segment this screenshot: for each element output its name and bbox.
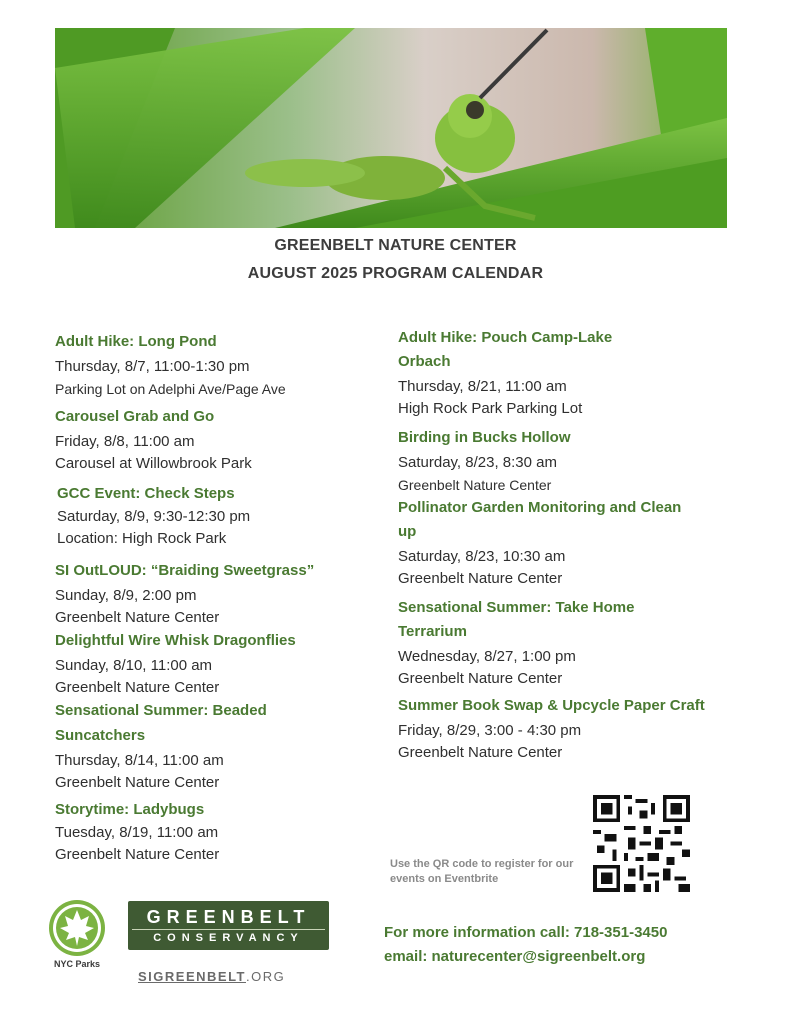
- event-name: Pollinator Garden Monitoring and Clean up: [398, 499, 682, 540]
- event-right-2: [398, 426, 728, 496]
- contact-email[interactable]: email: naturecenter@sigreenbelt.org: [384, 948, 646, 965]
- event-datetime: Saturday, 8/23, 8:30 am: [398, 454, 557, 471]
- greenbelt-conservancy-logo: [128, 901, 329, 950]
- website-prefix: SIGREENBELT: [138, 969, 246, 984]
- event-name: Summer Book Swap & Upcycle Paper Craft: [398, 697, 705, 714]
- event-location: Greenbelt Nature Center: [398, 477, 552, 493]
- event-right-5: [398, 694, 758, 764]
- event-datetime: Sunday, 8/9, 2:00 pm: [55, 587, 197, 604]
- event-location: High Rock Park Parking Lot: [398, 400, 583, 417]
- event-datetime: Sunday, 8/10, 11:00 am: [55, 657, 213, 674]
- event-right-3: [398, 496, 688, 590]
- event-location: Parking Lot on Adelphi Ave/Page Ave: [55, 381, 286, 397]
- event-location: Greenbelt Nature Center: [55, 609, 220, 626]
- event-name: Delightful Wire Whisk Dragonflies: [55, 632, 296, 649]
- event-name: Adult Hike: Long Pond: [55, 333, 217, 350]
- hero-photo: [55, 28, 727, 228]
- event-right-1: [398, 326, 668, 420]
- event-left-4: [55, 559, 385, 629]
- event-left-2: [55, 405, 385, 475]
- leaf-icon: [47, 898, 107, 958]
- event-left-3: [57, 482, 387, 550]
- event-location: Carousel at Willowbrook Park: [55, 455, 252, 472]
- event-name: Carousel Grab and Go: [55, 408, 215, 425]
- event-name: SI OutLOUD: “Braiding Sweetgrass”: [55, 562, 315, 579]
- logo-divider: [132, 929, 325, 930]
- event-datetime: Tuesday, 8/19, 11:00 am: [55, 824, 219, 841]
- contact-phone: For more information call: 718-351-3450: [384, 924, 668, 941]
- event-datetime: Saturday, 8/23, 10:30 am: [398, 548, 566, 565]
- event-location: Greenbelt Nature Center: [55, 679, 220, 696]
- event-right-4: [398, 596, 688, 690]
- event-datetime: Friday, 8/8, 11:00 am: [55, 433, 195, 450]
- event-datetime: Wednesday, 8/27, 1:00 pm: [398, 648, 576, 665]
- event-location: Greenbelt Nature Center: [398, 670, 563, 687]
- nyc-parks-caption: NYC Parks: [53, 959, 101, 969]
- qr-register-note: Use the QR code to register for our events on Eventbrite: [390, 858, 574, 885]
- logo-word-conservancy: CONSERVANCY: [153, 932, 304, 944]
- event-name: GCC Event: Check Steps: [57, 485, 235, 502]
- qr-code-icon[interactable]: [593, 795, 690, 892]
- logo-word-greenbelt: GREENBELT: [146, 907, 311, 927]
- event-location: Greenbelt Nature Center: [55, 774, 220, 791]
- event-location: Greenbelt Nature Center: [398, 744, 563, 761]
- nyc-parks-logo: [47, 898, 107, 973]
- event-name: Storytime: Ladybugs: [55, 801, 205, 818]
- grasshopper-illustration: [55, 28, 727, 228]
- event-name: Adult Hike: Pouch Camp-Lake Orbach: [398, 329, 613, 370]
- event-left-7: [55, 798, 385, 866]
- event-datetime: Thursday, 8/21, 11:00 am: [398, 378, 567, 395]
- website-suffix: .ORG: [246, 969, 286, 984]
- event-location: Greenbelt Nature Center: [398, 570, 563, 587]
- event-name: Sensational Summer: Beaded Suncatchers: [55, 702, 267, 744]
- event-location: Greenbelt Nature Center: [55, 846, 220, 863]
- event-location: Location: High Rock Park: [57, 530, 227, 547]
- event-datetime: Saturday, 8/9, 9:30-12:30 pm: [57, 508, 251, 525]
- event-datetime: Friday, 8/29, 3:00 - 4:30 pm: [398, 722, 582, 739]
- page-title-line1: GREENBELT NATURE CENTER: [274, 237, 517, 254]
- event-left-1: [55, 330, 385, 400]
- page-title-line2: AUGUST 2025 PROGRAM CALENDAR: [247, 265, 544, 282]
- event-name: Birding in Bucks Hollow: [398, 429, 571, 446]
- event-name: Sensational Summer: Take Home Terrarium: [398, 599, 635, 640]
- event-left-5: [55, 629, 385, 699]
- event-datetime: Thursday, 8/14, 11:00 am: [55, 752, 224, 769]
- event-left-6: [55, 698, 315, 794]
- event-datetime: Thursday, 8/7, 11:00-1:30 pm: [55, 358, 250, 375]
- website-link[interactable]: [138, 969, 285, 984]
